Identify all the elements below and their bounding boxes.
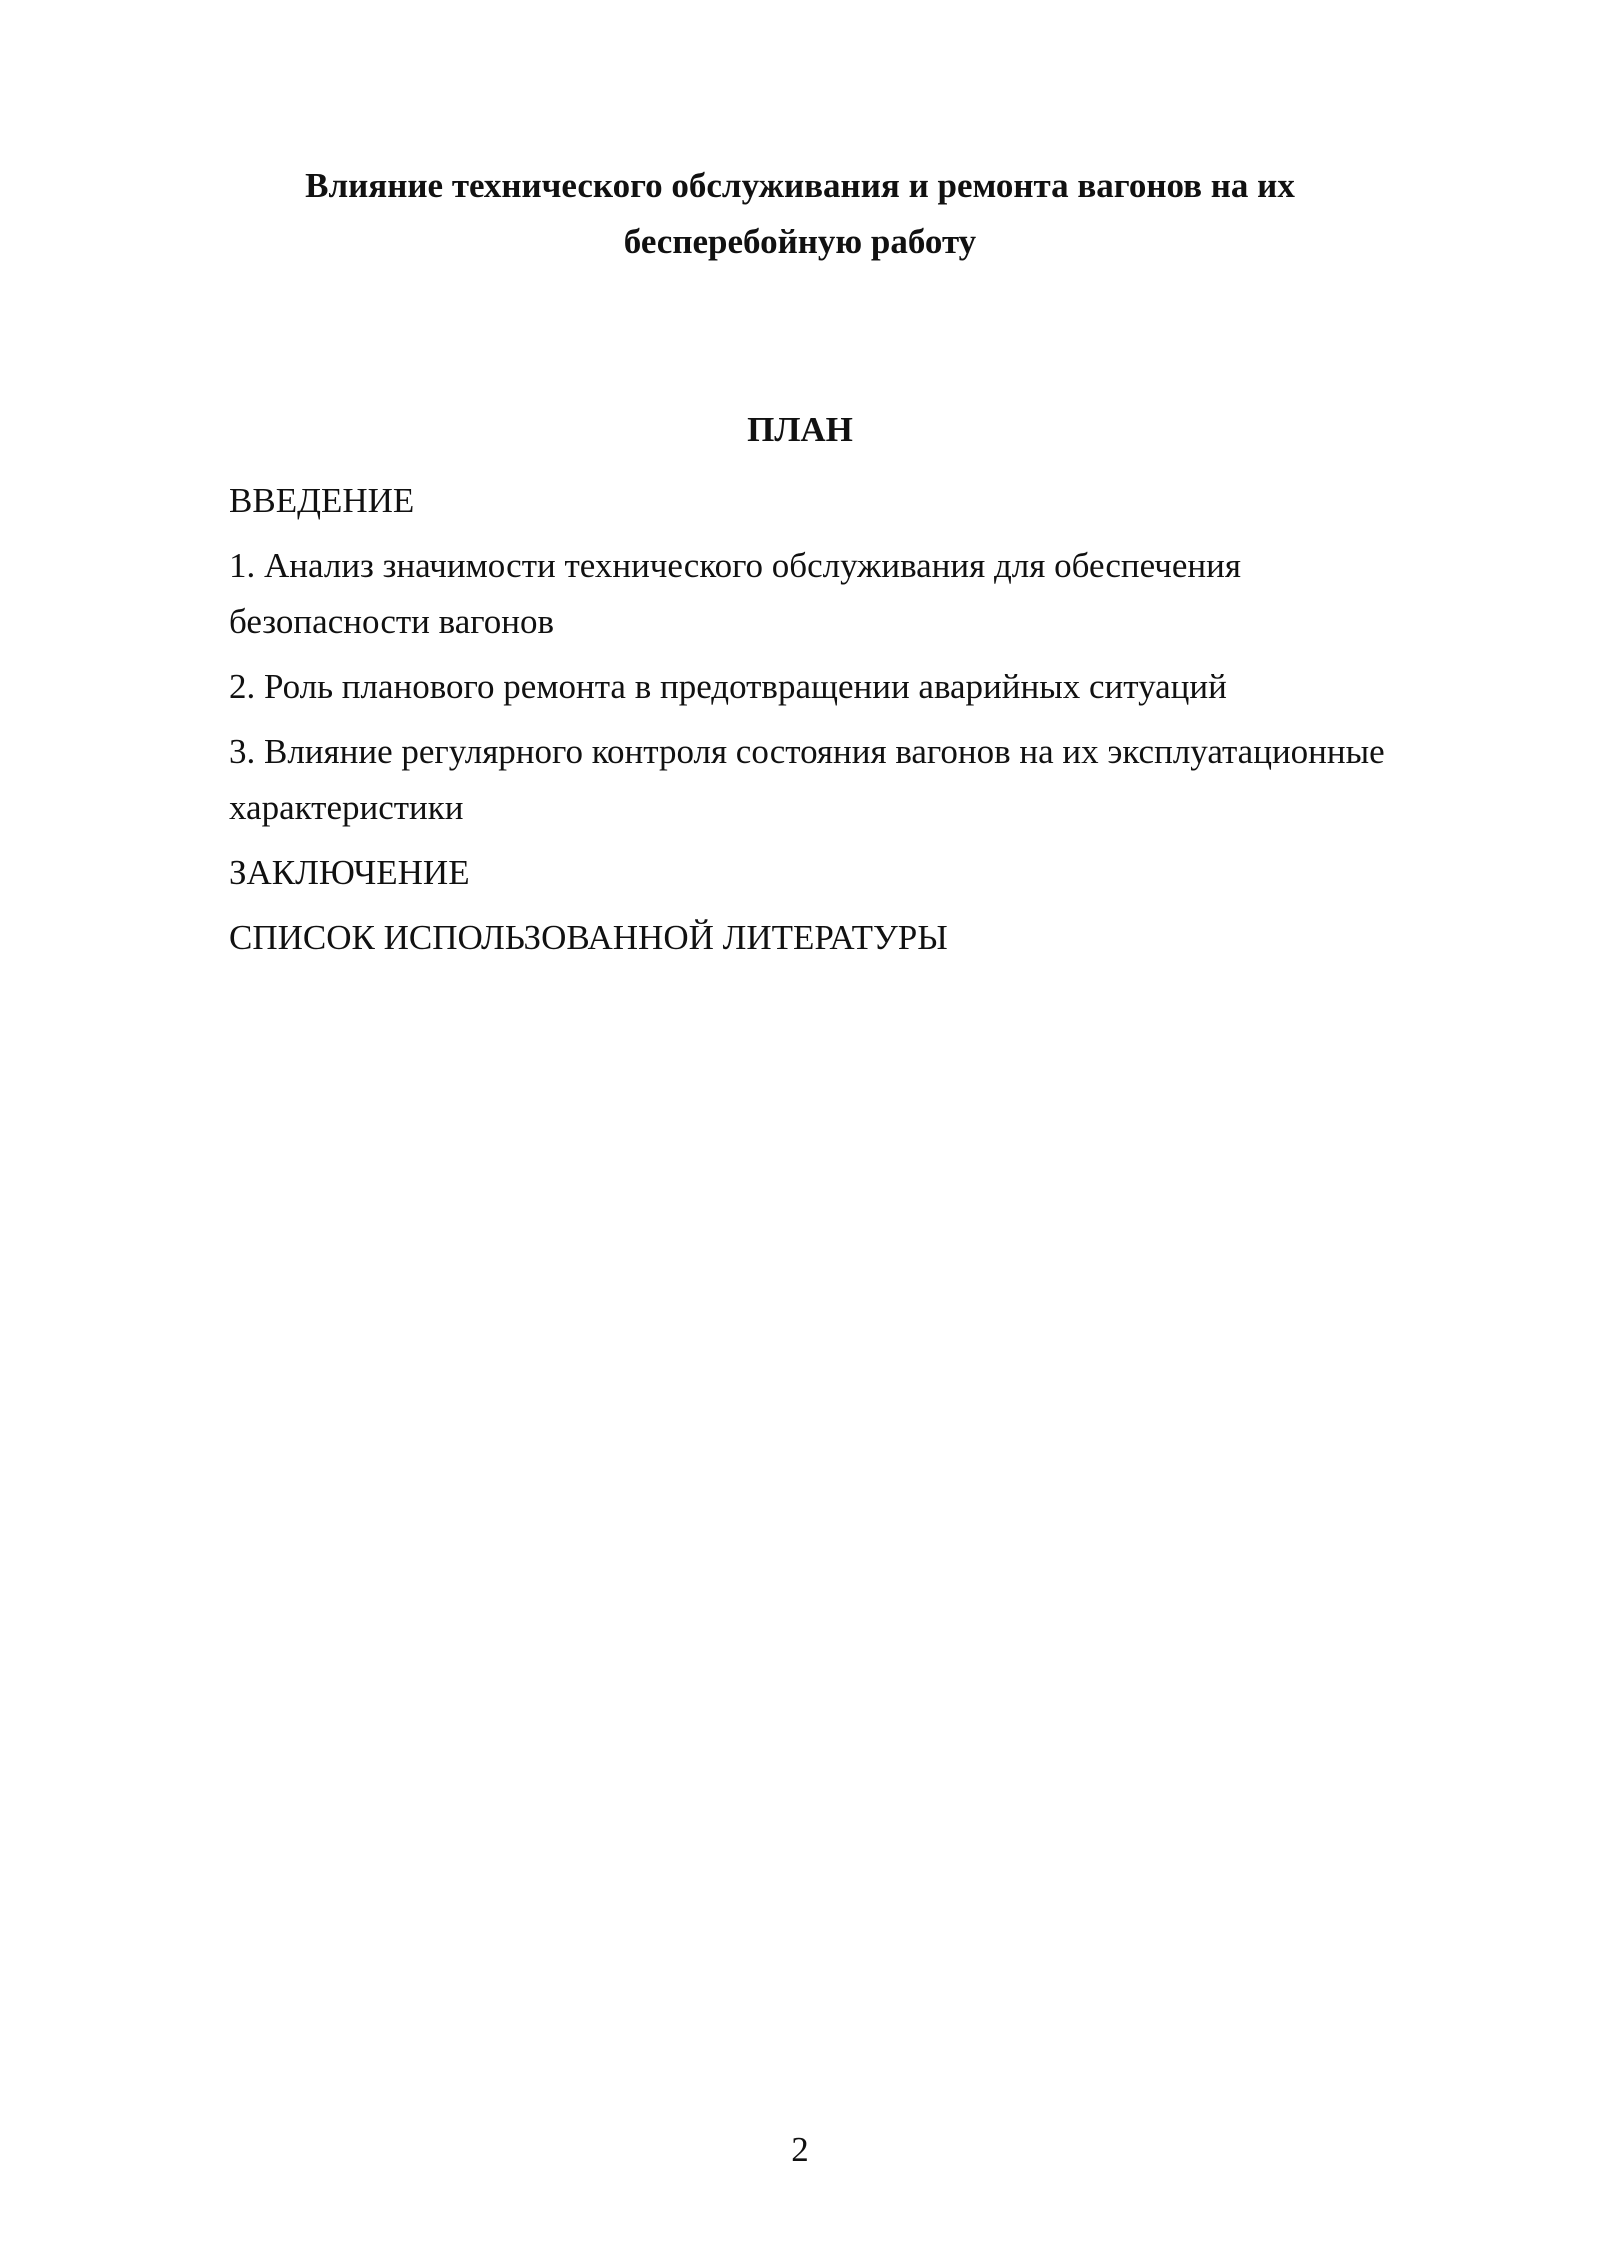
plan-heading: ПЛАН xyxy=(747,410,853,449)
plan-item-references: СПИСОК ИСПОЛЬЗОВАННОЙ ЛИТЕРАТУРЫ xyxy=(229,918,948,957)
document-title-line-1: Влияние технического обслуживания и ремонта вагонов на их xyxy=(305,166,1295,205)
page-number: 2 xyxy=(791,2130,809,2169)
plan-item-chapter-1: 1. Анализ значимости технического обслуживания для обеспечения безопасности вагонов xyxy=(229,546,1241,641)
document-title-line-2: бесперебойную работу xyxy=(623,222,977,261)
plan-item-introduction: ВВЕДЕНИЕ xyxy=(229,481,415,520)
plan-list xyxy=(229,473,1529,975)
document-title xyxy=(300,158,1300,270)
plan-item-conclusion: ЗАКЛЮЧЕНИЕ xyxy=(229,853,470,892)
plan-item-chapter-2: 2. Роль планового ремонта в предотвращении аварийных ситуаций xyxy=(229,667,1227,706)
plan-item-chapter-3: 3. Влияние регулярного контроля состояния вагонов на их эксплуатационные характеристики xyxy=(229,732,1385,827)
